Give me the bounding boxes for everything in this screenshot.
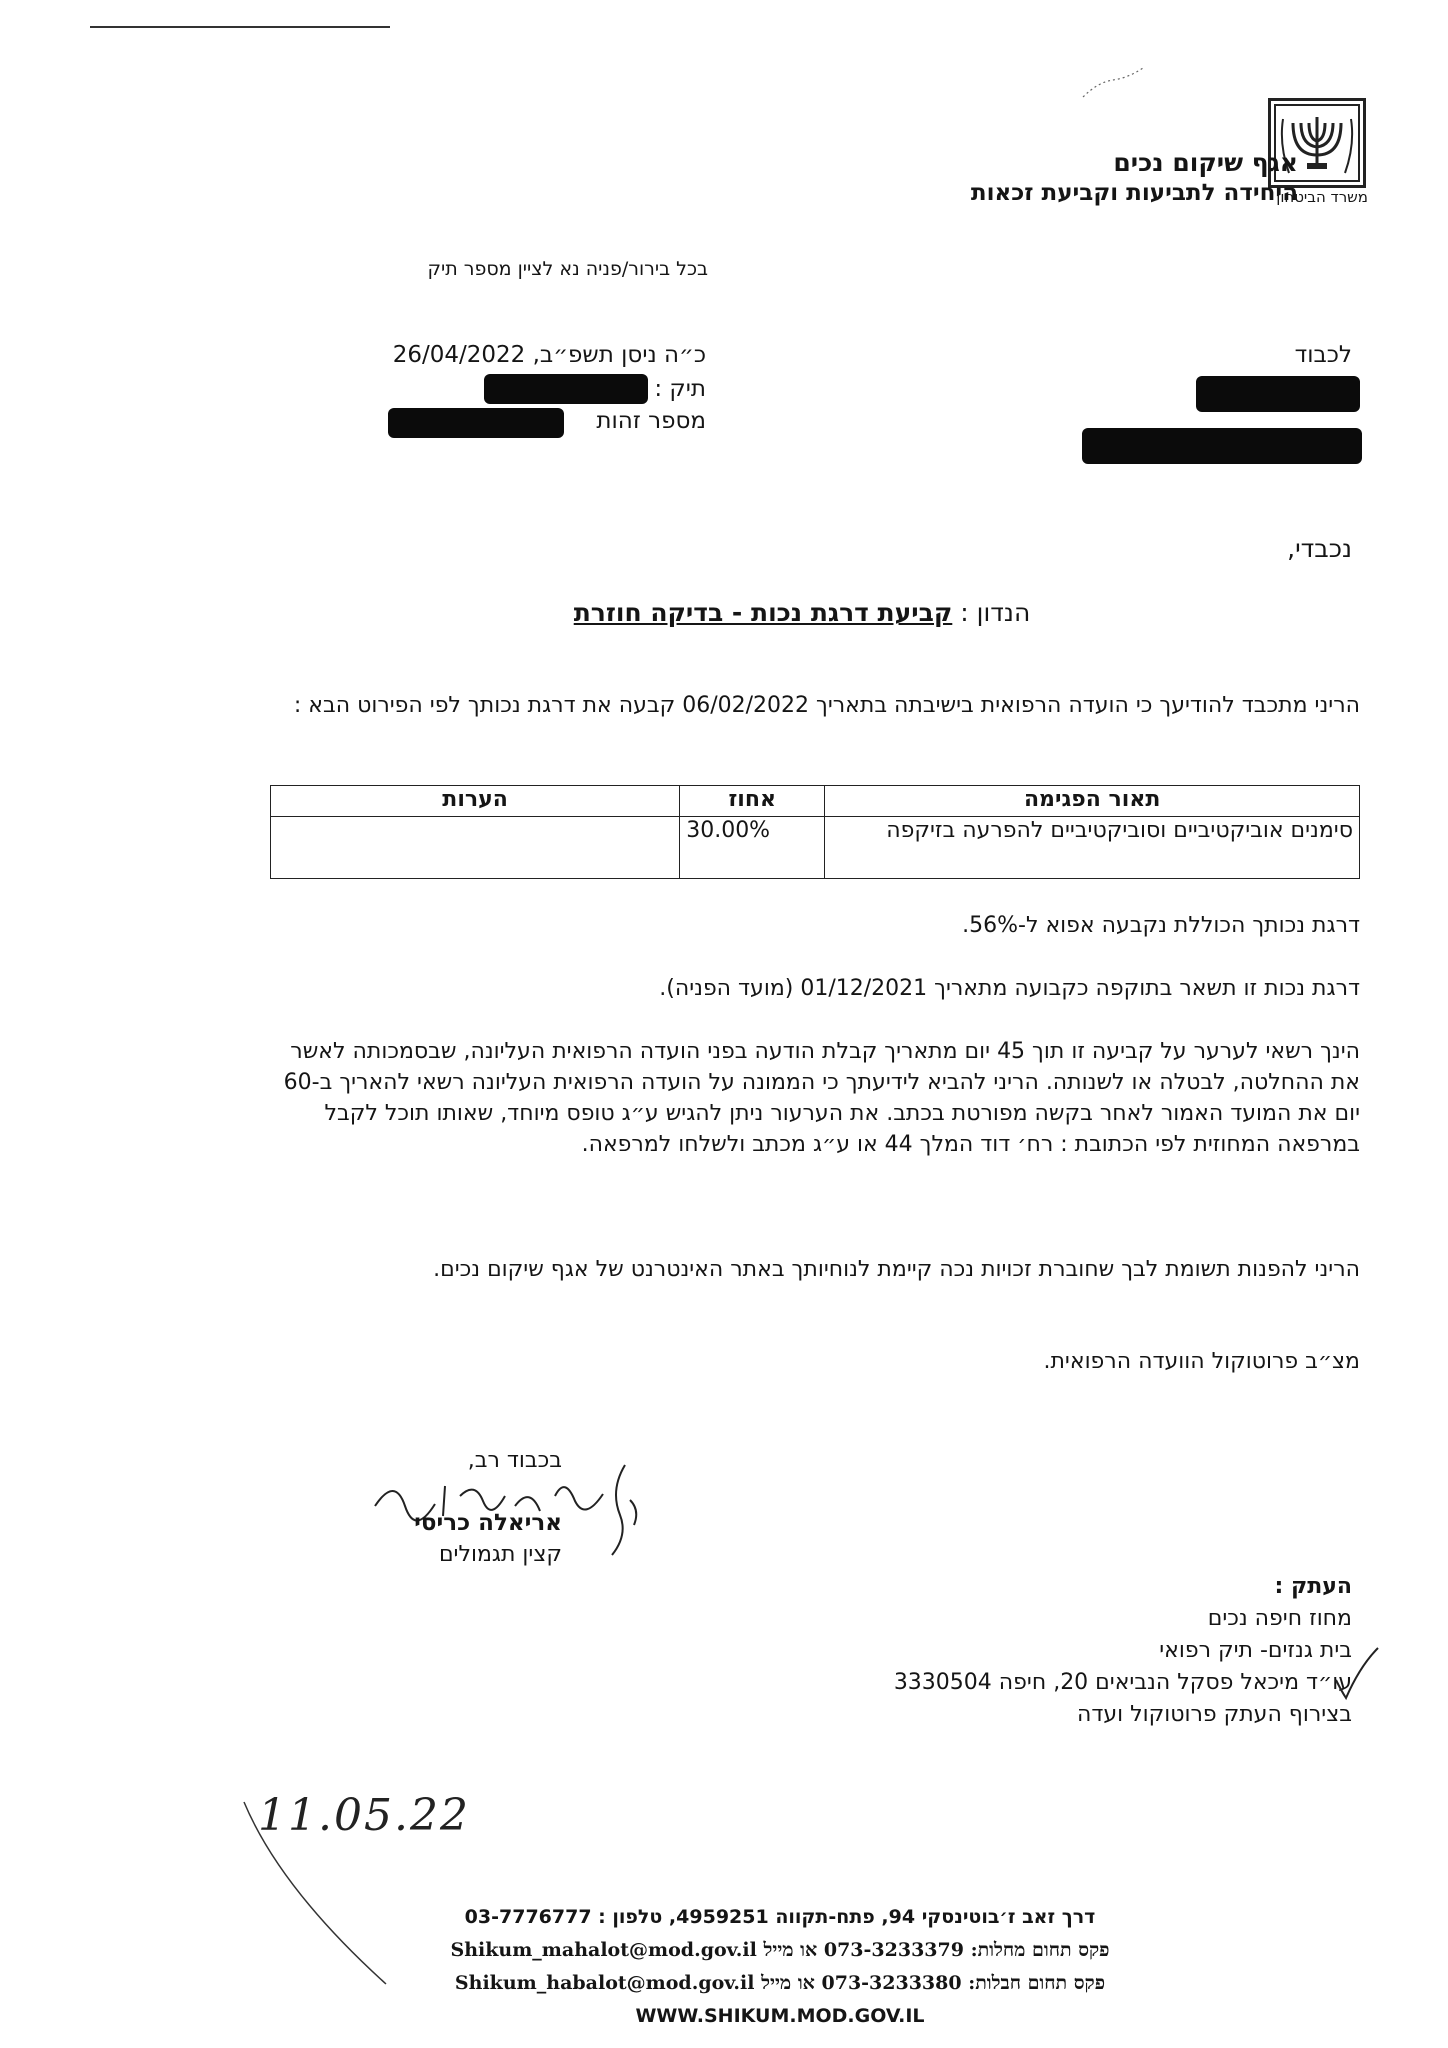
id-label: מספר זהות (596, 408, 706, 434)
redacted-recipient-address (1082, 428, 1362, 464)
reference-note: בכל בירור/פניה נא לציין מספר תיק (427, 258, 708, 280)
appeal-paragraph: הינך רשאי לערער על קביעה זו תוך 45 יום מתאריך קבלת הודעה בפני הועדה הרפואית העליונה, שבסמכותה לאשר את ההחלטה, לבטלה או לשנותה. הריני להביא לידיעתך כי הממונה על הועדה הרפואית העליונה רשאי להאריך ב-60 יום את המועד האמור לאחר בקשה מפורטת בכתב. את הערעור ניתן להגיש ע״ג טופס מיוחד, שאותו תוכל לקבל במרפאה המחוזית לפי הכתובת : רח׳ דוד המלך 44 או ע״ג מכתב ולשלחו למרפאה. (283, 1039, 1360, 1157)
greeting: נכבדי, (1287, 534, 1352, 563)
rights-paragraph: הריני להפנות תשומת לבך שחוברת זכויות נכה קיימת לנוחיותך באתר האינטרנט של אגף שיקום נכים. (433, 1257, 1360, 1282)
cell-description: סימנים אוביקטיביים וסוביקטיביים להפרעה בזיקפה (825, 817, 1360, 879)
header-description: תאור הפגימה (825, 786, 1360, 817)
letter-date: כ״ה ניסן תשפ״ב, 26/04/2022 (392, 342, 706, 368)
validity-period-paragraph: דרגת נכות זו תשאר בתוקפה כקבועה מתאריך 01/12/2021 (מועד הפניה). (659, 976, 1360, 1001)
signature-closing: בכבוד רב, (467, 1448, 562, 1473)
intro-paragraph: הריני מתכבד להודיעך כי הועדה הרפואית בישיבתה בתאריך 06/02/2022 קבעה את דרגת נכותך לפי הפירוט הבא : (293, 693, 1360, 718)
cc-item: בית גנזים- תיק רפואי (1159, 1638, 1352, 1663)
header-notes: הערות (271, 786, 680, 817)
ministry-caption: משרד הביטחון (1276, 188, 1368, 206)
handwritten-initials (600, 1460, 650, 1560)
table-header-row (271, 786, 1360, 817)
redacted-recipient-name (1196, 376, 1360, 412)
footer-website: WWW.SHIKUM.MOD.GOV.IL (635, 2005, 925, 2027)
cc-item: מחוז חיפה נכים (1207, 1606, 1352, 1631)
file-label: תיק : (654, 376, 706, 402)
subject-label: הנדון : (960, 598, 1031, 627)
footer-injuries-fax: פקס תחום חבלות: 073-3233380 או מייל Shikum_habalot@mod.gov.il (454, 1972, 1106, 1994)
pen-scribble (1078, 62, 1148, 102)
department-name: אגף שיקום נכים (1113, 148, 1298, 177)
check-mark-icon (1332, 1642, 1382, 1702)
cell-percent: 30.00% (680, 817, 825, 879)
header-percent: אחוז (680, 786, 825, 817)
footer-address: דרך זאב ז׳בוטינסקי 94, פתח-תקווה 4959251, טלפון : 03-7776777 (464, 1906, 1096, 1928)
signatory-name: אריאלה כריסי (414, 1510, 562, 1536)
unit-name: היחידה לתביעות וקביעת זכאות (970, 180, 1298, 206)
signatory-role: קצין תגמולים (438, 1542, 562, 1567)
recipient-salutation: לכבוד (1294, 342, 1352, 368)
subject-line (252, 598, 1352, 627)
cell-notes (271, 817, 680, 879)
total-disability-paragraph: דרגת נכותך הכוללת נקבעה אפוא ל-56%. (962, 913, 1360, 938)
redacted-id-number (388, 408, 564, 438)
table-row (271, 817, 1360, 879)
subject-text: קביעת דרגת נכות - בדיקה חוזרת (573, 598, 953, 627)
cc-item: עו״ד מיכאל פסקל הנביאים 20, חיפה 3330504 (893, 1670, 1352, 1695)
cc-title: העתק : (1274, 1574, 1352, 1599)
cc-item: בצירוף העתק פרוטוקול ועדה (1076, 1702, 1352, 1727)
top-divider (90, 26, 390, 28)
handwritten-date: 11.05.22 (258, 1790, 470, 1841)
footer-disabilities-fax: פקס תחום מחלות: 073-3233379 או מייל Shikum_mahalot@mod.gov.il (450, 1939, 1110, 1961)
redacted-file-number (484, 374, 648, 404)
disability-table (270, 785, 1360, 879)
attachment-paragraph: מצ״ב פרוטוקול הוועדה הרפואית. (1043, 1349, 1360, 1374)
